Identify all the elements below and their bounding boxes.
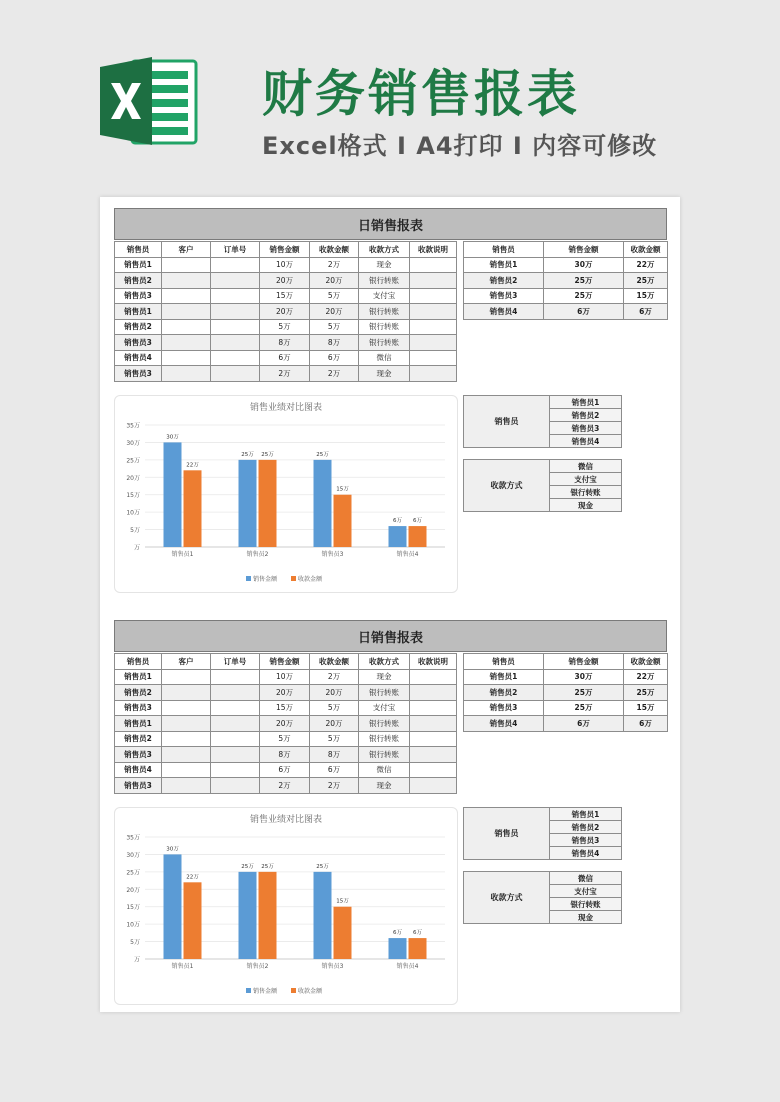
- list-item[interactable]: 现金: [550, 499, 622, 512]
- sales-chart: [114, 395, 458, 593]
- x-tick-label: 销售员2: [246, 963, 269, 970]
- y-tick-label: 20万: [126, 886, 140, 894]
- bar: [334, 495, 352, 547]
- table-cell[interactable]: [211, 747, 260, 763]
- column-header: 收款金额: [310, 242, 359, 258]
- table-cell[interactable]: [162, 700, 211, 716]
- table-cell[interactable]: 20万: [260, 685, 310, 701]
- table-cell[interactable]: [162, 731, 211, 747]
- summary-cell[interactable]: 25万: [624, 685, 668, 701]
- table-row: [115, 747, 457, 763]
- table-cell[interactable]: 银行转账: [359, 273, 410, 289]
- y-tick-label: 15万: [126, 904, 140, 912]
- table-cell[interactable]: [162, 778, 211, 794]
- table-cell[interactable]: 销售员2: [115, 319, 162, 335]
- list-label: 销售员: [464, 396, 550, 448]
- summary-cell[interactable]: 销售员3: [464, 700, 544, 716]
- data-label: 25万: [316, 451, 329, 458]
- table-row: [115, 685, 457, 701]
- table-cell[interactable]: 银行转账: [359, 319, 410, 335]
- table-cell[interactable]: [211, 273, 260, 289]
- list-row: [464, 460, 622, 473]
- list-label: 收款方式: [464, 460, 550, 512]
- bar: [259, 872, 277, 959]
- y-tick-label: 5万: [130, 939, 140, 947]
- summary-row: [464, 273, 668, 289]
- table-cell[interactable]: 银行转账: [359, 716, 410, 732]
- summary-cell[interactable]: 25万: [544, 273, 624, 289]
- table-cell[interactable]: 6万: [260, 762, 310, 778]
- list-item[interactable]: 销售员3: [550, 422, 622, 435]
- data-label: 30万: [166, 846, 179, 853]
- sales-chart: [114, 807, 458, 1005]
- data-label: 15万: [336, 486, 349, 493]
- table-cell[interactable]: [211, 335, 260, 351]
- summary-cell[interactable]: 销售员4: [464, 304, 544, 320]
- table-cell[interactable]: 银行转账: [359, 685, 410, 701]
- legend-swatch: [246, 988, 251, 993]
- y-tick-label: 20万: [126, 474, 140, 482]
- table-cell[interactable]: [162, 716, 211, 732]
- page-title: 财务销售报表: [262, 65, 580, 123]
- y-tick-label: 5万: [130, 527, 140, 535]
- data-label: 6万: [393, 930, 402, 937]
- table-cell[interactable]: [211, 319, 260, 335]
- table-cell[interactable]: 销售员2: [115, 731, 162, 747]
- list-label: 收款方式: [464, 872, 550, 924]
- salesperson-list: [463, 807, 622, 860]
- summary-cell[interactable]: 22万: [624, 669, 668, 685]
- x-tick-label: 销售员1: [171, 551, 194, 558]
- x-tick-label: 销售员4: [396, 551, 419, 558]
- table-cell[interactable]: [410, 762, 457, 778]
- table-cell[interactable]: [410, 778, 457, 794]
- summary-row: [464, 700, 668, 716]
- data-label: 25万: [261, 863, 274, 870]
- table-cell[interactable]: 5万: [310, 700, 359, 716]
- legend-label: 收款金额: [298, 988, 323, 995]
- table-cell[interactable]: [162, 669, 211, 685]
- table-cell[interactable]: [162, 366, 211, 382]
- x-tick-label: 销售员1: [171, 963, 194, 970]
- table-cell[interactable]: 2万: [260, 366, 310, 382]
- y-tick-label: 25万: [126, 869, 140, 877]
- list-row: [464, 808, 622, 821]
- y-tick-label: 10万: [126, 509, 140, 517]
- legend-swatch: [291, 988, 296, 993]
- excel-logo-icon: [98, 55, 200, 151]
- table-row: [115, 700, 457, 716]
- report-sheet: [100, 197, 680, 1012]
- bar: [334, 907, 352, 959]
- table-cell[interactable]: [162, 319, 211, 335]
- table-cell[interactable]: [211, 716, 260, 732]
- table-row: [115, 335, 457, 351]
- table-cell[interactable]: 银行转账: [359, 335, 410, 351]
- table-cell[interactable]: 微信: [359, 762, 410, 778]
- table-cell[interactable]: 5万: [310, 319, 359, 335]
- table-cell[interactable]: [162, 762, 211, 778]
- table-cell[interactable]: 银行转账: [359, 304, 410, 320]
- table-cell[interactable]: 销售员3: [115, 288, 162, 304]
- summary-cell[interactable]: 25万: [544, 685, 624, 701]
- y-tick-label: 10万: [126, 921, 140, 929]
- y-tick-label: 35万: [126, 422, 140, 430]
- legend-label: 销售金额: [253, 576, 278, 583]
- table-cell[interactable]: [211, 350, 260, 366]
- data-label: 6万: [413, 518, 422, 525]
- table-cell[interactable]: [162, 257, 211, 273]
- summary-table: [463, 653, 668, 732]
- summary-cell[interactable]: 25万: [544, 288, 624, 304]
- table-cell[interactable]: 2万: [310, 366, 359, 382]
- table-cell[interactable]: 8万: [260, 335, 310, 351]
- table-cell[interactable]: 10万: [260, 257, 310, 273]
- column-header: 订单号: [211, 242, 260, 258]
- legend-label: 销售金额: [253, 988, 278, 995]
- table-cell[interactable]: [410, 366, 457, 382]
- table-row: [115, 273, 457, 289]
- data-label: 25万: [241, 451, 254, 458]
- table-cell[interactable]: [162, 335, 211, 351]
- table-cell[interactable]: 2万: [310, 669, 359, 685]
- table-row: [115, 762, 457, 778]
- sales-table: [114, 241, 457, 382]
- list-row: [464, 396, 622, 409]
- y-tick-label: 15万: [126, 492, 140, 500]
- legend-swatch: [246, 576, 251, 581]
- table-cell[interactable]: 销售员1: [115, 257, 162, 273]
- data-label: 25万: [316, 863, 329, 870]
- table-cell[interactable]: 销售员4: [115, 350, 162, 366]
- summary-column-header: 销售员: [464, 242, 544, 258]
- table-cell[interactable]: [162, 350, 211, 366]
- list-item[interactable]: 销售员2: [550, 409, 622, 422]
- column-header: 销售金额: [260, 654, 310, 670]
- bar: [164, 442, 182, 547]
- list-item[interactable]: 销售员2: [550, 821, 622, 834]
- page-subtitle: Excel格式 I A4打印 I 内容可修改: [262, 132, 658, 160]
- list-item[interactable]: 银行转账: [550, 486, 622, 499]
- summary-column-header: 收款金额: [624, 242, 668, 258]
- table-cell[interactable]: [211, 288, 260, 304]
- column-header: 销售员: [115, 242, 162, 258]
- y-tick-label: 30万: [126, 851, 140, 859]
- bar: [389, 938, 407, 959]
- data-label: 22万: [186, 462, 199, 469]
- summary-cell[interactable]: 销售员4: [464, 716, 544, 732]
- table-cell[interactable]: 20万: [310, 716, 359, 732]
- summary-row: [464, 669, 668, 685]
- table-cell[interactable]: [410, 335, 457, 351]
- x-tick-label: 销售员4: [396, 963, 419, 970]
- chart-title: 销售业绩对比图表: [249, 815, 323, 825]
- data-label: 6万: [413, 930, 422, 937]
- table-cell[interactable]: 20万: [310, 304, 359, 320]
- report-title: 日销售报表: [114, 208, 667, 240]
- data-label: 25万: [261, 451, 274, 458]
- table-cell[interactable]: 5万: [310, 731, 359, 747]
- data-label: 25万: [241, 863, 254, 870]
- y-tick-label: 25万: [126, 457, 140, 465]
- column-header: 订单号: [211, 654, 260, 670]
- table-cell[interactable]: 销售员1: [115, 304, 162, 320]
- list-label: 销售员: [464, 808, 550, 860]
- table-row: [115, 366, 457, 382]
- x-tick-label: 销售员3: [321, 551, 344, 558]
- legend-label: 收款金额: [298, 576, 323, 583]
- table-row: [115, 288, 457, 304]
- summary-row: [464, 685, 668, 701]
- bar: [409, 938, 427, 959]
- summary-column-header: 收款金额: [624, 654, 668, 670]
- list-item[interactable]: 销售员1: [550, 396, 622, 409]
- summary-cell[interactable]: 15万: [624, 700, 668, 716]
- table-cell[interactable]: 销售员1: [115, 669, 162, 685]
- table-cell[interactable]: [211, 366, 260, 382]
- summary-column-header: 销售金额: [544, 654, 624, 670]
- table-cell[interactable]: 现金: [359, 257, 410, 273]
- table-cell[interactable]: 2万: [310, 257, 359, 273]
- table-cell[interactable]: 销售员1: [115, 716, 162, 732]
- table-cell[interactable]: 银行转账: [359, 731, 410, 747]
- table-cell[interactable]: 销售员2: [115, 273, 162, 289]
- table-cell[interactable]: [162, 685, 211, 701]
- payment-method-list: [463, 459, 622, 512]
- table-cell[interactable]: [410, 273, 457, 289]
- list-item[interactable]: 销售员4: [550, 847, 622, 860]
- list-row: [464, 872, 622, 885]
- summary-cell[interactable]: 6万: [544, 304, 624, 320]
- summary-cell[interactable]: 销售员1: [464, 669, 544, 685]
- table-cell[interactable]: 支付宝: [359, 288, 410, 304]
- table-cell[interactable]: 销售员3: [115, 366, 162, 382]
- summary-cell[interactable]: 6万: [624, 304, 668, 320]
- table-cell[interactable]: 6万: [310, 350, 359, 366]
- table-cell[interactable]: [211, 669, 260, 685]
- column-header: 客户: [162, 242, 211, 258]
- table-cell[interactable]: [410, 257, 457, 273]
- summary-row: [464, 288, 668, 304]
- report-block-1: [114, 208, 667, 603]
- table-cell[interactable]: [410, 288, 457, 304]
- summary-row: [464, 716, 668, 732]
- list-item[interactable]: 微信: [550, 460, 622, 473]
- summary-table: [463, 241, 668, 320]
- table-cell[interactable]: 20万: [310, 273, 359, 289]
- summary-cell[interactable]: 销售员1: [464, 257, 544, 273]
- table-cell[interactable]: [211, 700, 260, 716]
- summary-cell[interactable]: 30万: [544, 669, 624, 685]
- table-cell[interactable]: [410, 304, 457, 320]
- table-cell[interactable]: 20万: [260, 273, 310, 289]
- table-row: [115, 669, 457, 685]
- bar: [409, 526, 427, 547]
- table-cell[interactable]: [410, 319, 457, 335]
- table-cell[interactable]: [410, 700, 457, 716]
- table-cell[interactable]: 2万: [260, 778, 310, 794]
- table-cell[interactable]: [410, 747, 457, 763]
- table-cell[interactable]: 6万: [310, 762, 359, 778]
- table-row: [115, 304, 457, 320]
- table-cell[interactable]: [410, 685, 457, 701]
- summary-cell[interactable]: 25万: [544, 700, 624, 716]
- data-label: 6万: [393, 518, 402, 525]
- summary-cell[interactable]: 6万: [544, 716, 624, 732]
- table-cell[interactable]: [162, 747, 211, 763]
- table-cell[interactable]: [410, 716, 457, 732]
- y-tick-label: 30万: [126, 439, 140, 447]
- table-cell[interactable]: 5万: [310, 288, 359, 304]
- column-header: 收款说明: [410, 654, 457, 670]
- column-header: 销售金额: [260, 242, 310, 258]
- report-title: 日销售报表: [114, 620, 667, 652]
- table-row: [115, 350, 457, 366]
- table-cell[interactable]: 6万: [260, 350, 310, 366]
- data-label: 30万: [166, 434, 179, 441]
- table-cell[interactable]: 微信: [359, 350, 410, 366]
- list-item[interactable]: 银行转账: [550, 898, 622, 911]
- table-row: [115, 778, 457, 794]
- y-tick-label: 万: [133, 956, 140, 964]
- list-item[interactable]: 销售员4: [550, 435, 622, 448]
- table-cell[interactable]: [211, 762, 260, 778]
- bar: [259, 460, 277, 547]
- table-row: [115, 716, 457, 732]
- table-cell[interactable]: [211, 257, 260, 273]
- list-item[interactable]: 支付宝: [550, 473, 622, 486]
- table-row: [115, 319, 457, 335]
- table-cell[interactable]: 2万: [310, 778, 359, 794]
- salesperson-list: [463, 395, 622, 448]
- table-cell[interactable]: 20万: [260, 304, 310, 320]
- table-cell[interactable]: [211, 731, 260, 747]
- x-tick-label: 销售员3: [321, 963, 344, 970]
- table-row: [115, 731, 457, 747]
- summary-cell[interactable]: 销售员2: [464, 685, 544, 701]
- table-cell[interactable]: 销售员3: [115, 778, 162, 794]
- table-cell[interactable]: 销售员3: [115, 700, 162, 716]
- report-block-2: [114, 620, 667, 1015]
- table-cell[interactable]: 销售员2: [115, 685, 162, 701]
- page-header: [0, 0, 780, 190]
- column-header: 收款金额: [310, 654, 359, 670]
- bar: [184, 470, 202, 547]
- bar: [314, 872, 332, 959]
- chart-title: 销售业绩对比图表: [249, 403, 323, 413]
- summary-cell[interactable]: 22万: [624, 257, 668, 273]
- table-row: [115, 257, 457, 273]
- table-cell[interactable]: 现金: [359, 366, 410, 382]
- table-cell[interactable]: 8万: [310, 747, 359, 763]
- list-item[interactable]: 现金: [550, 911, 622, 924]
- table-cell[interactable]: [211, 685, 260, 701]
- table-cell[interactable]: 现金: [359, 669, 410, 685]
- table-cell[interactable]: 20万: [310, 685, 359, 701]
- column-header: 销售员: [115, 654, 162, 670]
- table-cell[interactable]: [162, 288, 211, 304]
- table-cell[interactable]: [211, 778, 260, 794]
- bar: [239, 460, 257, 547]
- table-cell[interactable]: 银行转账: [359, 747, 410, 763]
- table-cell[interactable]: 支付宝: [359, 700, 410, 716]
- table-cell[interactable]: [162, 273, 211, 289]
- table-cell[interactable]: [162, 304, 211, 320]
- summary-cell[interactable]: 销售员2: [464, 273, 544, 289]
- data-label: 15万: [336, 898, 349, 905]
- table-cell[interactable]: 20万: [260, 716, 310, 732]
- column-header: 收款方式: [359, 654, 410, 670]
- list-item[interactable]: 支付宝: [550, 885, 622, 898]
- table-cell[interactable]: [410, 669, 457, 685]
- table-cell[interactable]: [410, 350, 457, 366]
- y-tick-label: 万: [133, 544, 140, 552]
- table-cell[interactable]: 销售员3: [115, 747, 162, 763]
- summary-cell[interactable]: 销售员3: [464, 288, 544, 304]
- bar: [164, 854, 182, 959]
- summary-cell[interactable]: 6万: [624, 716, 668, 732]
- summary-row: [464, 304, 668, 320]
- y-tick-label: 35万: [126, 834, 140, 842]
- data-label: 22万: [186, 874, 199, 881]
- bar-chart-svg: [115, 808, 457, 1004]
- summary-cell[interactable]: 15万: [624, 288, 668, 304]
- list-item[interactable]: 微信: [550, 872, 622, 885]
- column-header: 收款说明: [410, 242, 457, 258]
- summary-row: [464, 257, 668, 273]
- table-cell[interactable]: [211, 304, 260, 320]
- sales-table: [114, 653, 457, 794]
- table-cell[interactable]: 15万: [260, 288, 310, 304]
- summary-column-header: 销售金额: [544, 242, 624, 258]
- column-header: 客户: [162, 654, 211, 670]
- table-cell[interactable]: 销售员3: [115, 335, 162, 351]
- table-cell[interactable]: 5万: [260, 319, 310, 335]
- table-cell[interactable]: 现金: [359, 778, 410, 794]
- bar: [239, 872, 257, 959]
- list-item[interactable]: 销售员1: [550, 808, 622, 821]
- bar: [314, 460, 332, 547]
- table-cell[interactable]: 8万: [260, 747, 310, 763]
- table-cell[interactable]: 8万: [310, 335, 359, 351]
- x-tick-label: 销售员2: [246, 551, 269, 558]
- bar: [184, 882, 202, 959]
- summary-cell[interactable]: 30万: [544, 257, 624, 273]
- column-header: 收款方式: [359, 242, 410, 258]
- table-cell[interactable]: [410, 731, 457, 747]
- legend-swatch: [291, 576, 296, 581]
- table-cell[interactable]: 5万: [260, 731, 310, 747]
- summary-column-header: 销售员: [464, 654, 544, 670]
- summary-cell[interactable]: 25万: [624, 273, 668, 289]
- table-cell[interactable]: 销售员4: [115, 762, 162, 778]
- table-cell[interactable]: 15万: [260, 700, 310, 716]
- list-item[interactable]: 销售员3: [550, 834, 622, 847]
- payment-method-list: [463, 871, 622, 924]
- bar-chart-svg: [115, 396, 457, 592]
- bar: [389, 526, 407, 547]
- table-cell[interactable]: 10万: [260, 669, 310, 685]
